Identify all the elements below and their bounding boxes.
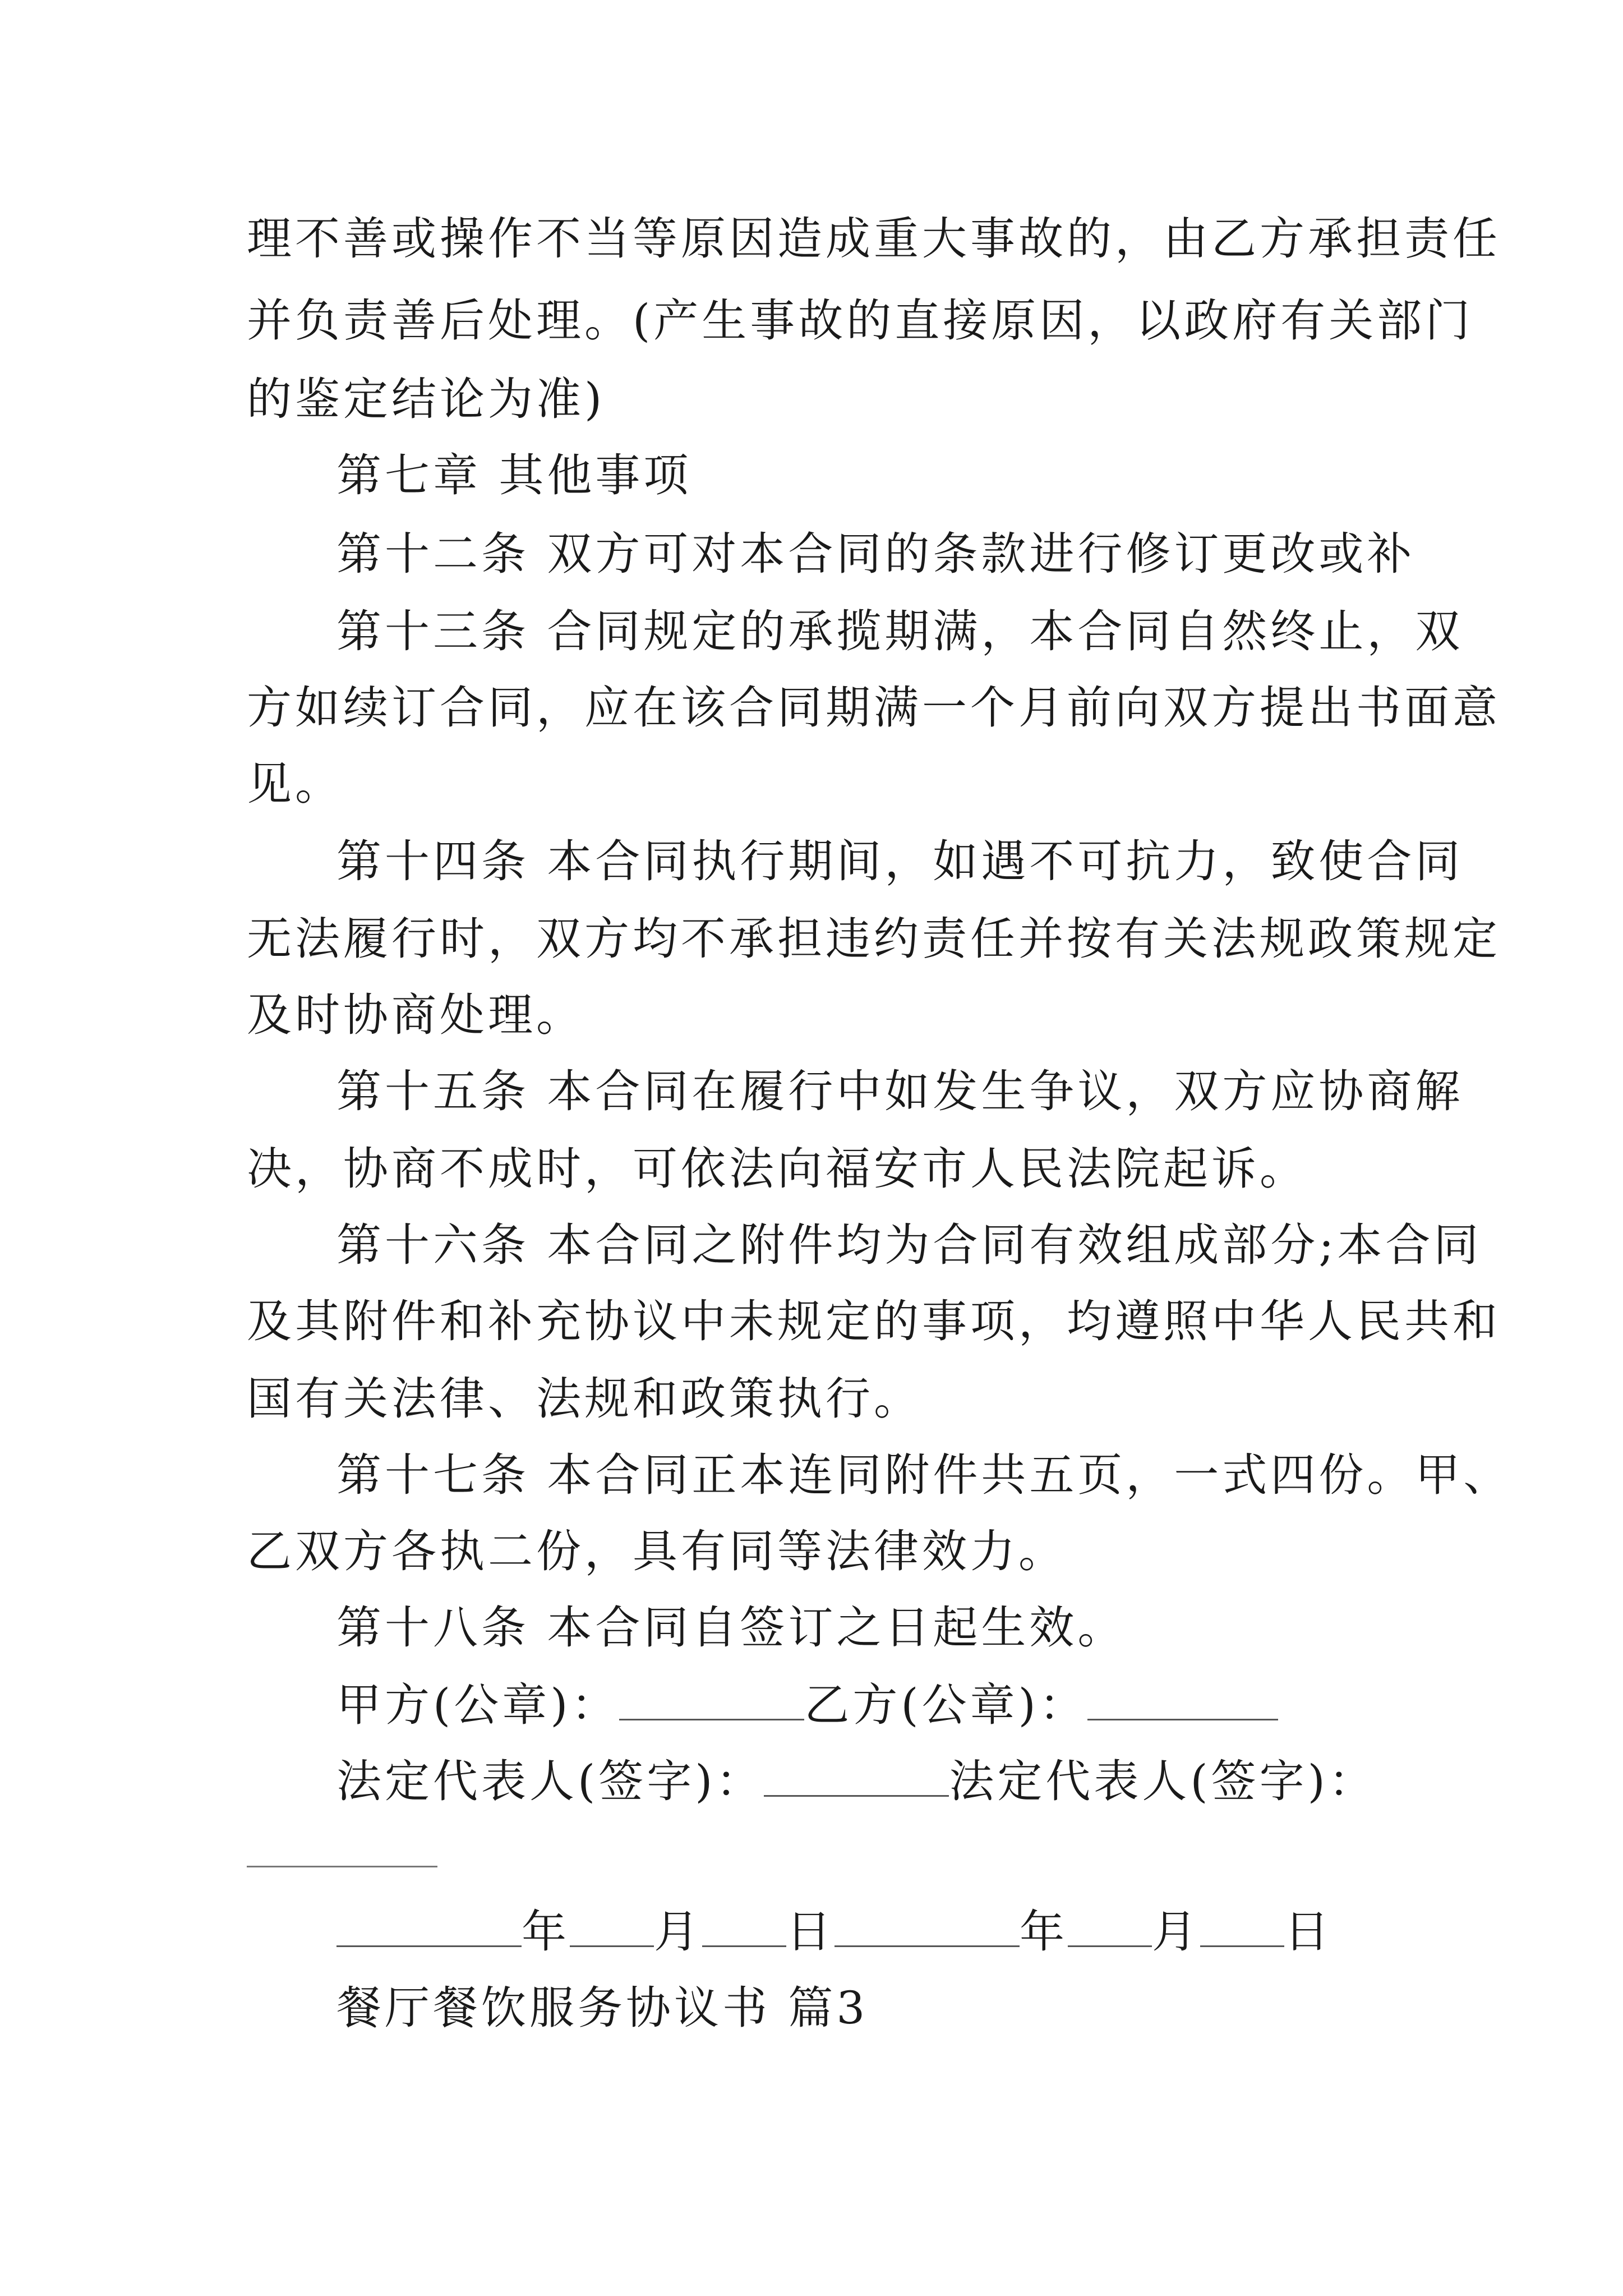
year-blank-a xyxy=(336,1906,522,1947)
month-blank-a xyxy=(570,1906,654,1947)
article-13: 第十三条 合同规定的承揽期满，本合同自然终止，双 xyxy=(336,605,1464,657)
party-b-seal-label: 乙方(公章)： xyxy=(804,1679,1087,1731)
chapter-heading: 第七章 其他事项 xyxy=(336,449,692,501)
paragraph-line: 理不善或操作不当等原因造成重大事故的，由乙方承担责任 xyxy=(247,213,1501,265)
paragraph-line: 无法履行时，双方均不承担违约责任并按有关法规政策规定 xyxy=(247,913,1501,965)
year-blank-b xyxy=(834,1906,1020,1947)
paragraph-line: 乙双方各执二份，具有同等法律效力。 xyxy=(247,1525,1067,1577)
paragraph-line: 及其附件和补充协议中未规定的事项，均遵照中华人民共和 xyxy=(247,1295,1501,1347)
year-label: 年 xyxy=(1020,1906,1068,1958)
article-18: 第十八条 本合同自签订之日起生效。 xyxy=(336,1602,1126,1654)
date-line xyxy=(336,1905,1332,1959)
day-blank-b xyxy=(1200,1906,1284,1947)
article-15: 第十五条 本合同在履行中如发生争议，双方应协商解 xyxy=(336,1065,1464,1117)
paragraph-line: 及时协商处理。 xyxy=(247,989,584,1041)
year-label: 年 xyxy=(522,1906,570,1958)
seal-line xyxy=(336,1678,1278,1732)
day-blank-a xyxy=(702,1906,786,1947)
article-16: 第十六条 本合同之附件均为合同有效组成部分;本合同 xyxy=(336,1219,1482,1271)
paragraph-line: 国有关法律、法规和政策执行。 xyxy=(247,1373,922,1425)
section-heading: 餐厅餐饮服务协议书 篇3 xyxy=(336,1982,869,2034)
paragraph-line: 并负责善后处理。(产生事故的直接原因，以政府有关部门 xyxy=(247,295,1474,347)
party-a-rep-label: 法定代表人(签字)： xyxy=(336,1755,764,1807)
article-12: 第十二条 双方可对本合同的条款进行修订更改或补 xyxy=(336,528,1415,580)
party-b-rep-label: 法定代表人(签字)： xyxy=(949,1755,1377,1807)
paragraph-line: 的鉴定结论为准) xyxy=(247,373,606,425)
paragraph-line: 方如续订合同，应在该合同期满一个月前向双方提出书面意 xyxy=(247,682,1501,734)
month-label: 月 xyxy=(654,1906,702,1958)
representative-line xyxy=(336,1755,1377,1809)
party-a-seal-label: 甲方(公章)： xyxy=(336,1679,620,1731)
party-b-rep-blank xyxy=(247,1866,437,1867)
month-blank-b xyxy=(1068,1906,1152,1947)
party-a-seal-blank xyxy=(619,1680,804,1720)
party-b-seal-blank xyxy=(1087,1680,1278,1720)
article-14: 第十四条 本合同执行期间，如遇不可抗力，致使合同 xyxy=(336,835,1464,887)
month-label: 月 xyxy=(1152,1906,1200,1958)
party-a-rep-blank xyxy=(764,1756,949,1797)
day-label: 日 xyxy=(786,1906,834,1958)
article-17: 第十七条 本合同正本连同附件共五页，一式四份。甲、 xyxy=(336,1449,1512,1501)
paragraph-line: 见。 xyxy=(247,758,343,810)
paragraph-line: 决，协商不成时，可依法向福安市人民法院起诉。 xyxy=(247,1143,1308,1195)
day-label: 日 xyxy=(1284,1906,1332,1958)
